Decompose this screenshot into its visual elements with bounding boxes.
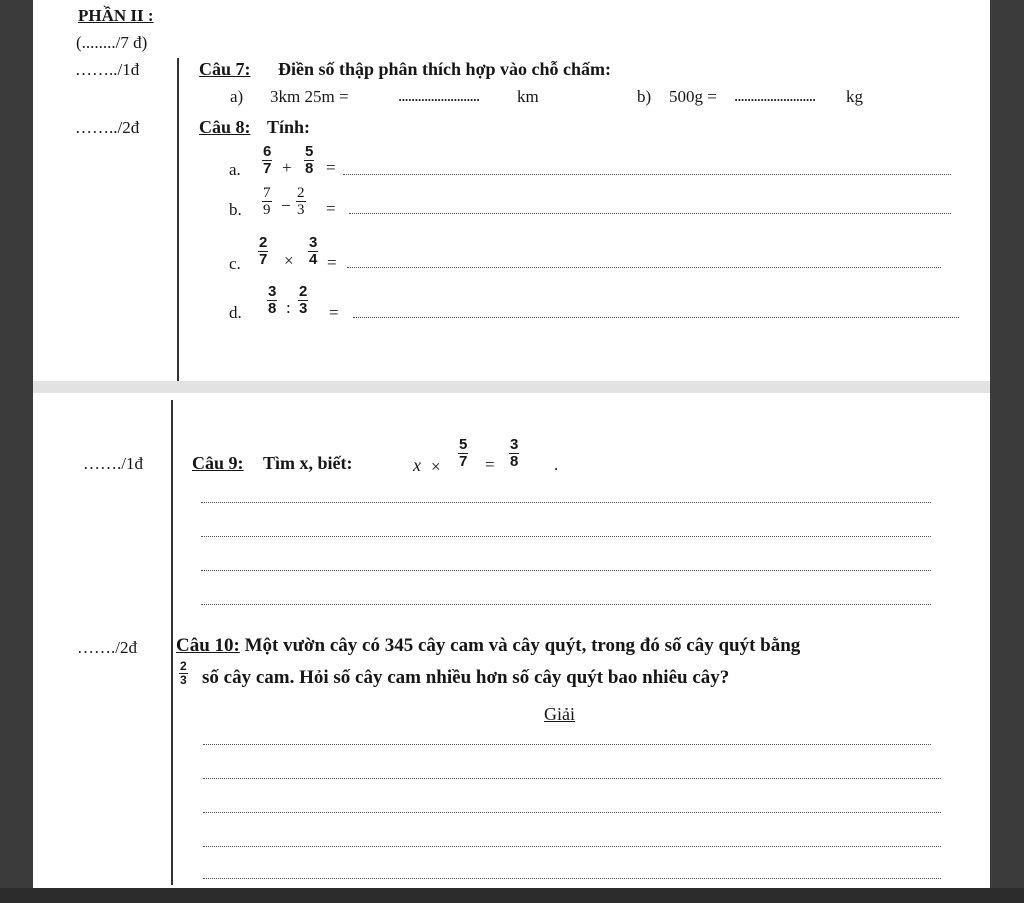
margin-line-bottom [171, 400, 173, 885]
q9-variable-x: x [413, 455, 421, 475]
q9-equals: = [485, 455, 495, 474]
q10-text-2: số cây cam. Hỏi số cây cam nhiều hơn số cây quýt bao nhiêu cây? [202, 667, 730, 688]
q8-label: Câu 8: [199, 117, 251, 137]
q7a-label: a) [230, 87, 244, 106]
worksheet-page [33, 0, 990, 888]
q8a-num-1: 6 [263, 143, 272, 160]
q10-line-1 [176, 635, 800, 657]
q9-num-1: 5 [459, 436, 468, 453]
q7a-unit: km [517, 87, 539, 106]
q9-label: Câu 9: [192, 453, 244, 473]
q8d-num-1: 3 [268, 283, 277, 300]
q9-answer-line-2[interactable] [201, 536, 931, 537]
q8-points: ……../2đ [75, 118, 140, 137]
viewer-bottom-edge [0, 888, 1024, 903]
q8d-den-2: 3 [299, 300, 308, 317]
q9-answer-line-4[interactable] [201, 604, 931, 605]
q8c-num-1: 2 [259, 234, 268, 251]
q8b-den-1: 9 [263, 202, 271, 218]
q10-answer-line-4[interactable] [203, 846, 941, 847]
q9-operator: × [431, 457, 441, 476]
q8d-fraction-1 [267, 285, 277, 316]
q10-text-1: Một vườn cây có 345 cây cam và cây quýt, trong đó số cây quýt bằng [244, 635, 801, 656]
q7a-fill-blank[interactable]: ......................... [398, 86, 480, 105]
q8b-num-2: 2 [297, 185, 305, 201]
q8-instruction: Tính: [267, 117, 311, 137]
q9-fraction-2 [509, 438, 519, 469]
q9-answer-line-1[interactable] [201, 502, 931, 503]
q8c-operator: × [284, 251, 294, 270]
q9-instruction: Tìm x, biết: [263, 453, 353, 473]
q10-answer-line-5[interactable] [203, 878, 941, 879]
q8c-den-1: 7 [259, 251, 268, 268]
q8b-fraction-1 [262, 186, 272, 217]
section-title: PHẦN II : [78, 6, 154, 25]
q9-den-2: 8 [510, 453, 519, 470]
q10-points: ……./2đ [77, 638, 137, 657]
q7b-expression: 500g = [669, 87, 717, 106]
q9-points: ……./1đ [83, 454, 143, 473]
q10-fraction [179, 661, 188, 686]
q8b-label: b. [229, 200, 242, 219]
q10-frac-num: 2 [180, 659, 187, 673]
top-cut-edge [33, 0, 990, 6]
q10-answer-line-1[interactable] [203, 744, 931, 745]
q7-points: ……../1đ [75, 60, 140, 79]
q8d-operator: : [286, 298, 291, 317]
q8d-answer-line[interactable] [353, 317, 959, 318]
q8a-fraction-1 [262, 145, 272, 176]
q8c-label: c. [229, 254, 241, 273]
q9-num-2: 3 [510, 436, 519, 453]
q8d-label: d. [229, 303, 242, 322]
q8b-num-1: 7 [263, 185, 271, 201]
q9-fraction-1 [458, 438, 468, 469]
q8b-fraction-2 [296, 186, 306, 217]
q8b-equals: = [326, 199, 336, 218]
q7-label: Câu 7: [199, 59, 251, 79]
q8c-answer-line[interactable] [347, 267, 941, 268]
q10-label: Câu 10: [176, 635, 240, 656]
q10-answer-line-2[interactable] [203, 778, 941, 779]
page-break-gap [33, 381, 990, 393]
q8b-answer-line[interactable] [349, 213, 951, 214]
q9-den-1: 7 [459, 453, 468, 470]
q8a-equals: = [326, 158, 336, 177]
q8a-den-2: 8 [305, 160, 314, 177]
q10-answer-line-3[interactable] [203, 812, 941, 813]
q7a-expression: 3km 25m = [270, 87, 349, 106]
q8b-operator: − [281, 196, 291, 215]
q8a-den-1: 7 [263, 160, 272, 177]
q7-instruction: Điền số thập phân thích hợp vào chỗ chấm: [278, 59, 612, 79]
section-total-points: (......../7 đ) [76, 33, 148, 52]
q8a-num-2: 5 [305, 143, 314, 160]
q8c-den-2: 4 [309, 251, 318, 268]
q7b-unit: kg [846, 87, 863, 106]
q8a-answer-line[interactable] [343, 174, 951, 175]
q8a-operator: + [282, 158, 292, 177]
q8c-num-2: 3 [309, 234, 318, 251]
q7b-fill-blank[interactable]: ......................... [734, 86, 816, 105]
q8d-den-1: 8 [268, 300, 277, 317]
q9-answer-line-3[interactable] [201, 570, 931, 571]
q10-solution-heading: Giải [544, 704, 575, 724]
q7b-label: b) [637, 87, 652, 106]
q8c-fraction-1 [258, 236, 268, 267]
q10-frac-den: 3 [180, 673, 187, 687]
q8c-fraction-2 [308, 236, 318, 267]
q8b-den-2: 3 [297, 202, 305, 218]
margin-line-top [177, 58, 179, 381]
q8c-equals: = [327, 253, 337, 272]
q8a-fraction-2 [304, 145, 314, 176]
q8d-num-2: 2 [299, 283, 308, 300]
q8d-equals: = [329, 303, 339, 322]
q9-period: . [554, 455, 559, 474]
q8d-fraction-2 [298, 285, 308, 316]
q8a-label: a. [229, 160, 241, 179]
